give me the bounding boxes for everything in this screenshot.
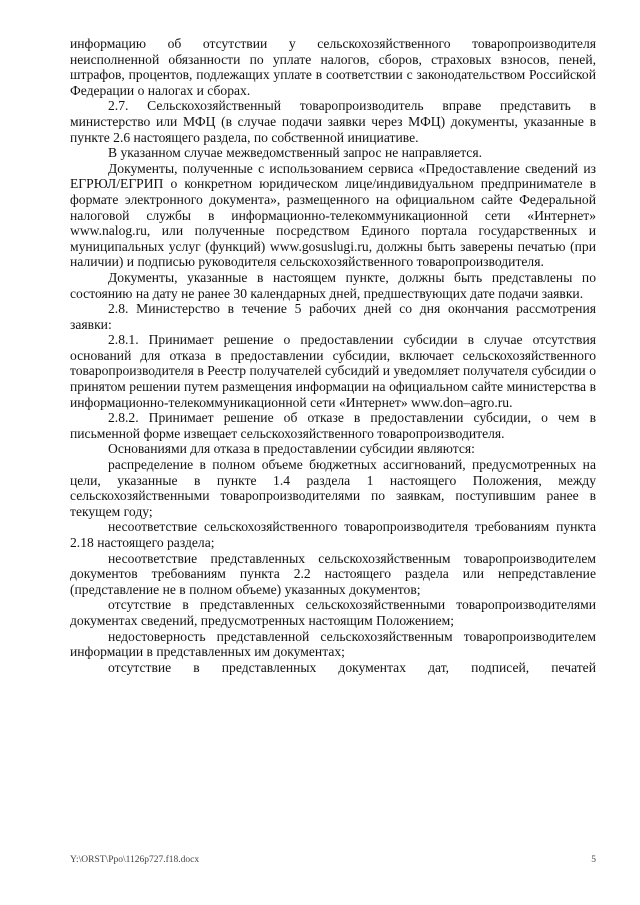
paragraph-ground-missing-information: отсутствие в представленных сельскохозяйственными товаропроизводителями документах сведений, предусмотренных настоящим Положением;: [70, 597, 596, 628]
document-page: [70, 36, 596, 675]
paragraph-document-date-requirement: Документы, указанные в настоящем пункте, должны быть представлены по состоянию на дату не ранее 30 календарных дней, предшествующих дате подачи заявки.: [70, 269, 596, 301]
page-footer: [70, 855, 596, 865]
paragraph-ground-false-information: недостоверность представленной сельскохозяйственным товаропроизводителем информации в представленных им документах;: [70, 628, 596, 660]
paragraph-2-7: 2.7. Сельскохозяйственный товаропроизводитель вправе представить в министерство или МФЦ (в случае подачи заявки через МФЦ) документы, указанные в пункте 2.6 настоящего раздела, по собственной инициативе.: [70, 98, 596, 145]
paragraph-2-8: 2.8. Министерство в течение 5 рабочих дней со дня окончания рассмотрения заявки:: [70, 301, 596, 332]
paragraph-tax-obligations: информацию об отсутствии у сельскохозяйственного товаропроизводителя неисполненной обязанности по уплате налогов, сборов, страховых взносов, пеней, штрафов, процентов, подлежащих уплате в соответствии с законодательством Российской Федерации о налогах и сборах.: [70, 36, 596, 98]
paragraph-egrul-documents: Документы, полученные с использованием сервиса «Предоставление сведений из ЕГРЮЛ/ЕГРИП о конкретном юридическом лице/индивидуальном предпринимателе в формате электронного документа», размещенного на официальном сайте Федеральной налоговой службы в информационно-телекоммуникационной сети «Интернет» www.nalog.ru, или полученные посредством Единого портала государственных и муниципальных услуг (функций) www.gosuslugi.ru, должны быть заверены печатью (при наличии) и подписью руководителя сельскохозяйственного товаропроизводителя.: [70, 160, 596, 270]
paragraph-refusal-grounds-heading: Основаниями для отказа в предоставлении субсидии являются:: [108, 441, 475, 457]
paragraph-2-8-2: 2.8.2. Принимает решение об отказе в предоставлении субсидии, о чем в письменной форме извещает сельскохозяйственного товаропроизводителя.: [70, 410, 596, 441]
paragraph-ground-budget-allocation: распределение в полном объеме бюджетных ассигнований, предусмотренных на цели, указанные в пункте 1.4 раздела 1 настоящего Положения, между сельскохозяйственными товаропроизводителями по заявкам, поступившим ранее в текущем году;: [70, 457, 596, 519]
footer-file-path: Y:\ORST\Ppo\1126p727.f18.docx: [70, 855, 200, 865]
paragraph-ground-missing-signatures: отсутствие в представленных документах дат, подписей, печатей: [108, 659, 596, 675]
footer-page-number: 5: [591, 855, 596, 865]
paragraph-no-interdepartmental-request: В указанном случае межведомственный запрос не направляется.: [108, 145, 482, 161]
paragraph-ground-requirements-mismatch: несоответствие сельскохозяйственного товаропроизводителя требованиям пункта 2.18 настоящего раздела;: [70, 519, 596, 550]
paragraph-2-8-1: 2.8.1. Принимает решение о предоставлении субсидии в случае отсутствия оснований для отказа в предоставлении субсидии, включает сельскохозяйственного товаропроизводителя в Реестр получателей субсидий и уведомляет получателя субсидии о принятом решении путем размещения информации на официальном сайте министерства в информационно-телекоммуникационной сети «Интернет» www.don–agro.ru.: [70, 332, 596, 410]
paragraph-ground-documents-mismatch: несоответствие представленных сельскохозяйственным товаропроизводителем документов требованиям пункта 2.2 настоящего раздела или непредставление (представление не в полном объеме) указанных документов;: [70, 550, 596, 597]
